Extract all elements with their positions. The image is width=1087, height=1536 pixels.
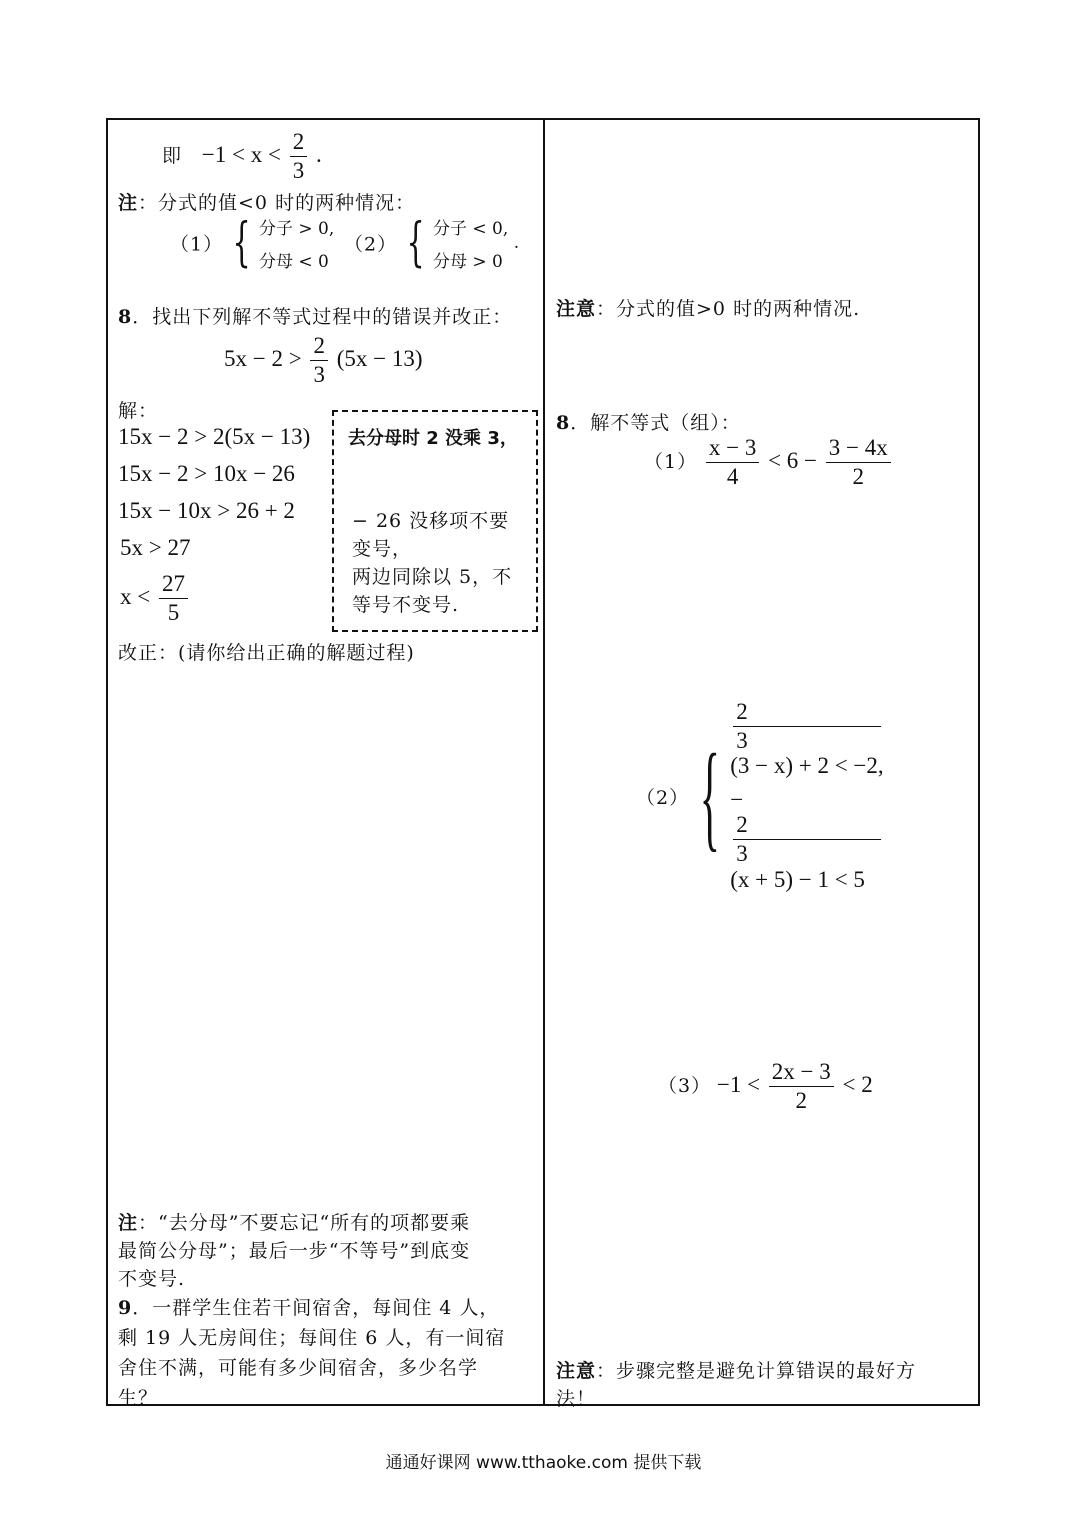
problem-3: （3） −1 < $\frac{2x - 3}{2}$ < 2 xyxy=(658,1059,873,1114)
note-complete-steps: 注意：步骤完整是避免计算错误的最好方 xyxy=(556,1360,917,1382)
step-prefix: 即 xyxy=(162,144,183,167)
solution-label: 解： xyxy=(118,400,159,422)
correction-prompt: 改正：(请你给出正确的解题过程) xyxy=(118,642,415,664)
error-note-1: 去分母时 2 没乘 3， xyxy=(348,428,518,449)
result-line: 即 −1 < x < $\frac{2}{3}$ . xyxy=(162,129,322,184)
error-annotation-box xyxy=(332,410,538,632)
question-9-line-3: 舍住不满，可能有多少间宿舍，多少名学 xyxy=(118,1357,479,1379)
question-8-inequality: 5x − 2 > $\frac{2}{3}$ (5x − 13) xyxy=(224,333,423,388)
case-2: （2） { 分子 < 0, 分母 > 0 . xyxy=(344,213,520,273)
note-denominator-line-3: 不变号. xyxy=(118,1268,186,1290)
error-note-5: 等号不变号. xyxy=(352,594,460,616)
error-note-4: 两边同除以 5，不 xyxy=(352,566,513,588)
case-1: （1） { 分子 > 0, 分母 < 0 xyxy=(170,213,335,273)
error-note-3: 变号， xyxy=(352,538,413,560)
result-inequality: −1 < x < xyxy=(201,141,281,167)
note-fraction-positive: 注意：分式的值>0 时的两种情况. xyxy=(556,298,861,320)
column-divider xyxy=(543,120,545,1404)
result-fraction: $\frac{2}{3}$ xyxy=(290,130,308,183)
solution-step-4: 5x > 27 xyxy=(120,535,191,560)
question-8-left: 8．找出下列解不等式过程中的错误并改正： xyxy=(118,306,513,328)
question-8-right: 8．解不等式（组）： xyxy=(556,412,741,434)
problem-2: （2） { 2 3 (3 − x) + 2 < −2, − 2 3 (x + 5) − 1 < 5 xyxy=(636,699,884,892)
solution-step-1: 15x − 2 > 2(5x − 13) xyxy=(118,424,311,449)
question-9: 9．一群学生住若干间宿舍，每间住 4 人， xyxy=(118,1297,500,1319)
question-9-line-2: 剩 19 人无房间住；每间住 6 人，有一间宿 xyxy=(118,1327,506,1349)
note-denominator-line-2: 最简公分母”；最后一步“不等号”到底变 xyxy=(118,1240,471,1262)
solution-step-3: 15x − 10x > 26 + 2 xyxy=(118,498,295,523)
solution-step-2: 15x − 2 > 10x − 26 xyxy=(118,461,295,486)
note-denominator: 注：“去分母”不要忘记“所有的项都要乘 xyxy=(118,1212,471,1234)
note-complete-steps-line-2: 法！ xyxy=(556,1388,597,1410)
error-note-2: − 26 没移项不要 xyxy=(352,510,510,532)
worksheet-table xyxy=(106,118,980,1410)
question-9-line-4: 生？ xyxy=(118,1387,159,1409)
footer-credit: 通通好课网 www.tthaoke.com 提供下载 xyxy=(385,1453,702,1473)
problem-1: （1） $\frac{x - 3}{4}$ < 6 − $\frac{3 - 4x}{2}$ xyxy=(644,436,894,489)
note-fraction-negative: 注：分式的值<0 时的两种情况： xyxy=(118,192,416,214)
solution-step-5: x < $\frac{27}{5}$ xyxy=(120,572,191,625)
